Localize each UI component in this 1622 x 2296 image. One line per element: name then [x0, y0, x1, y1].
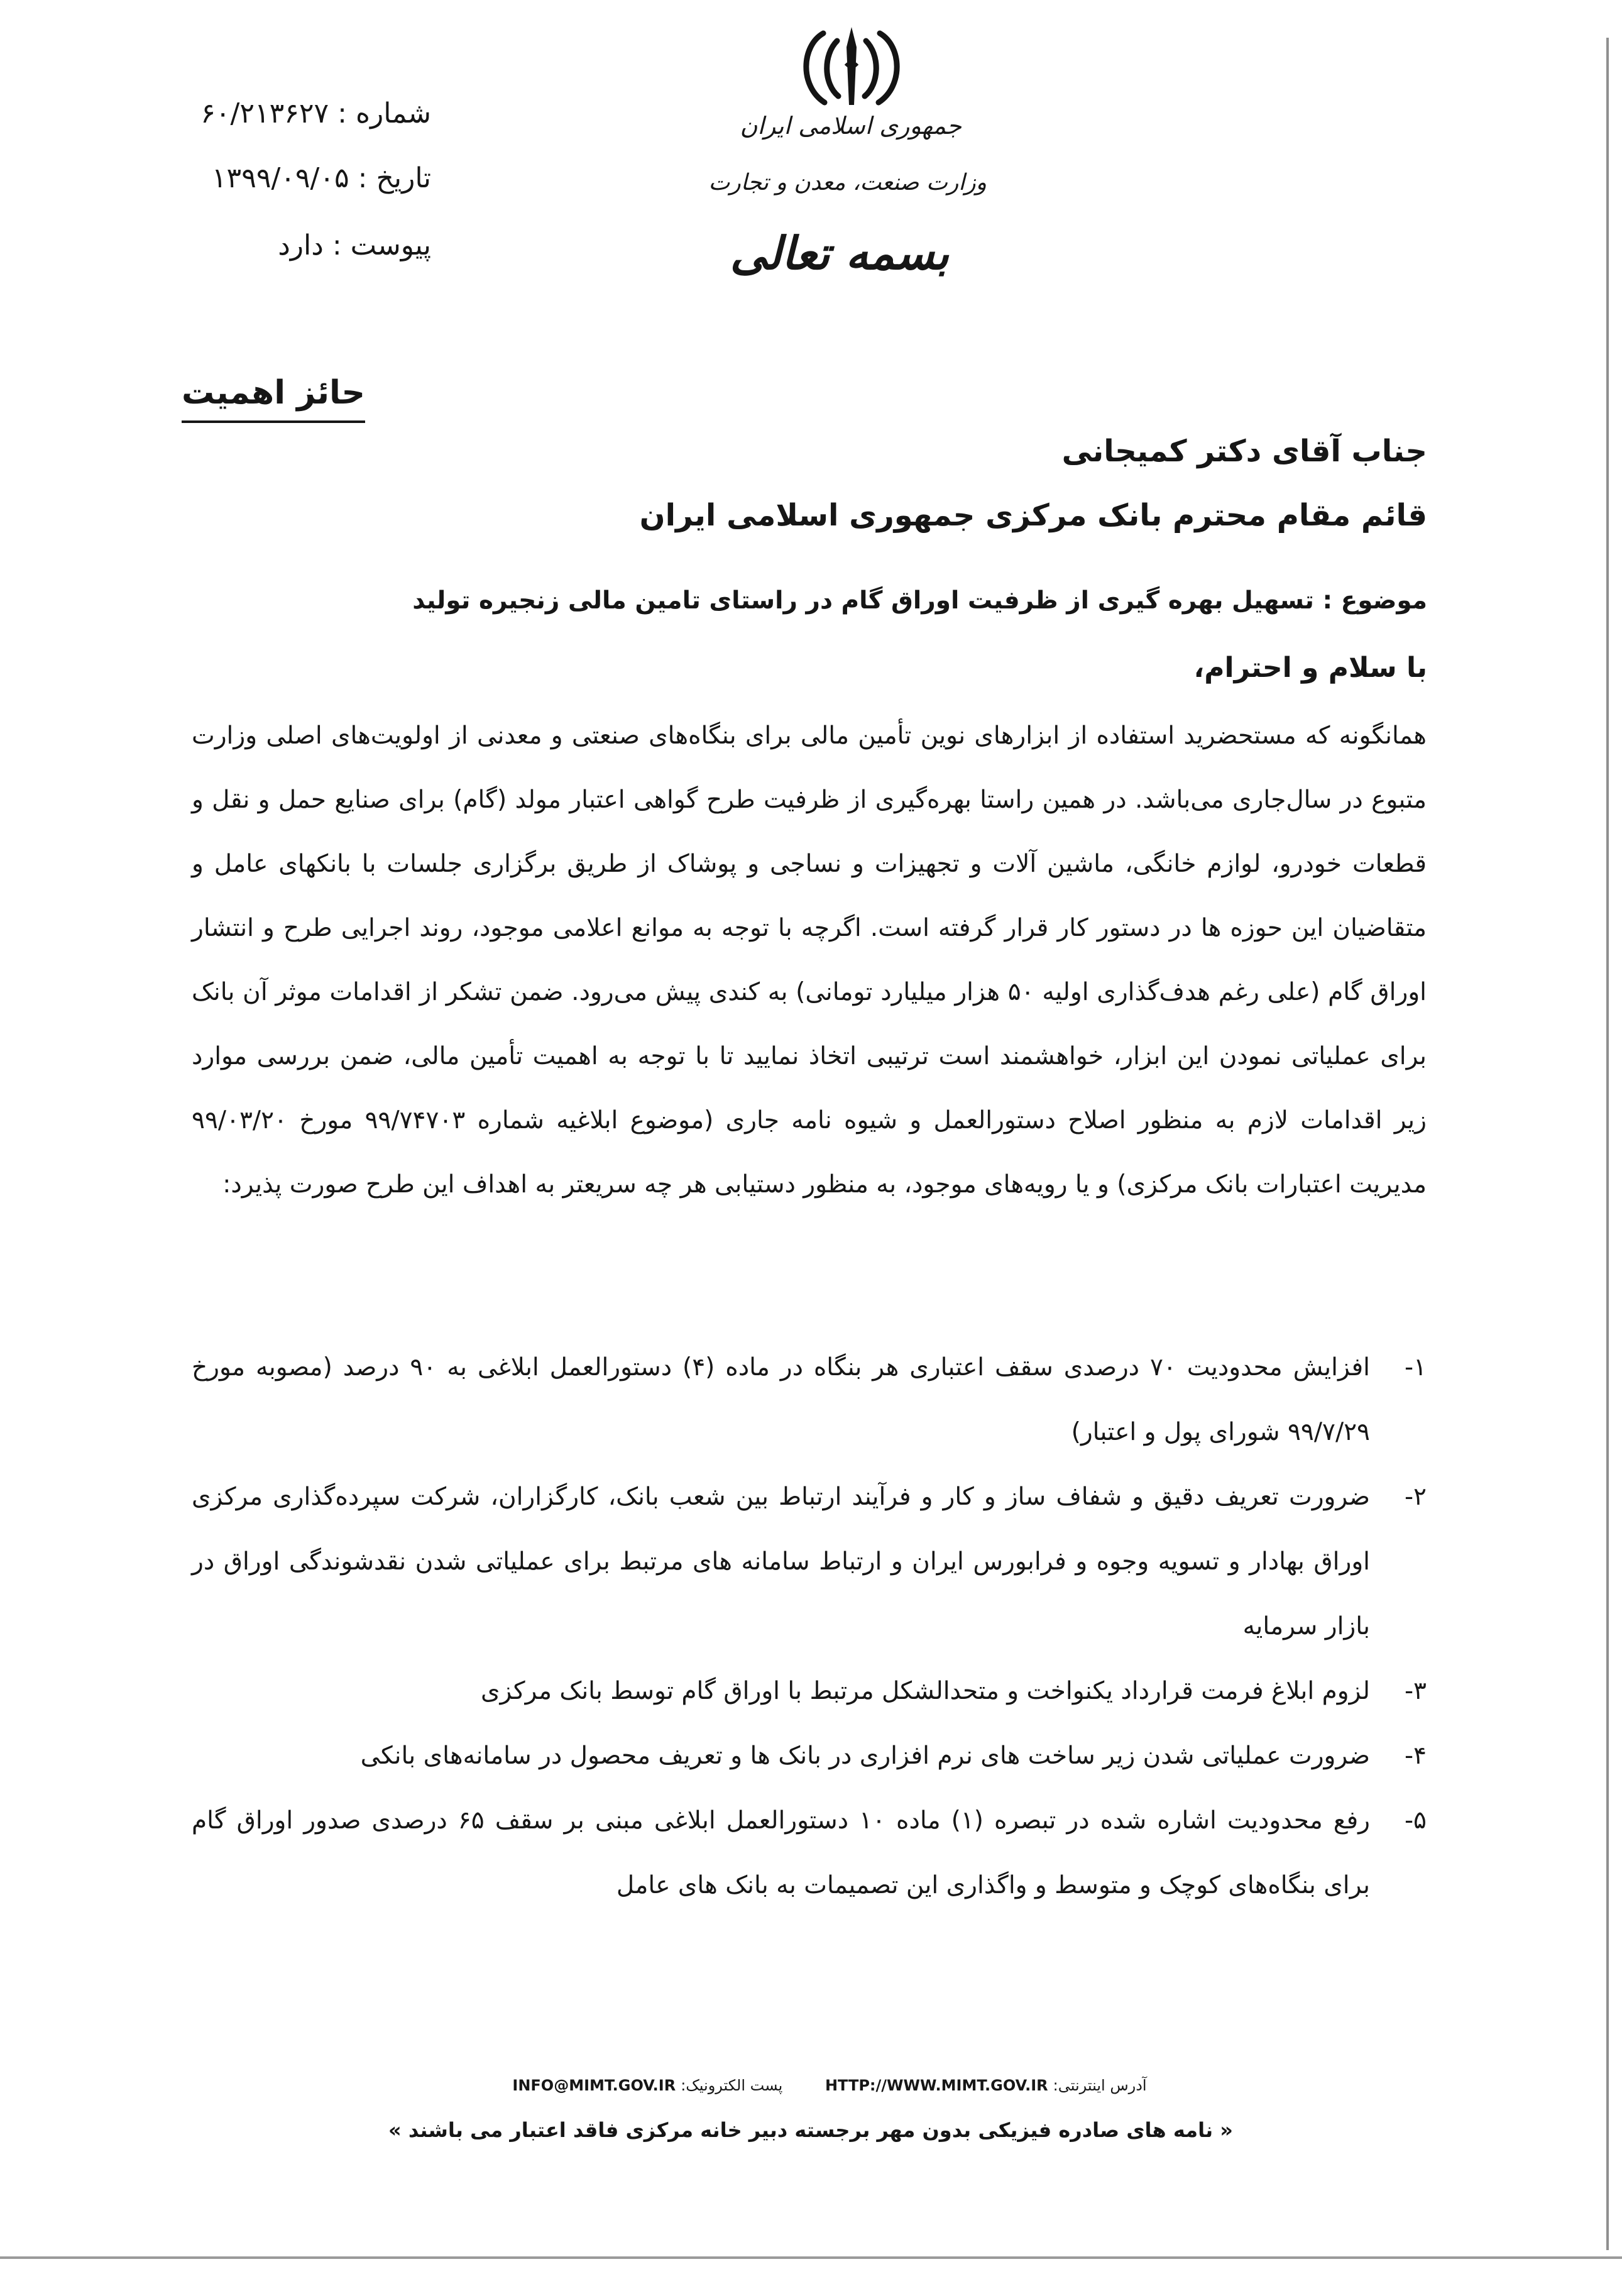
- list-item: [192, 1788, 1427, 1918]
- letter-attachment-value: دارد: [278, 229, 324, 261]
- footer-web-link[interactable]: HTTP://WWW.MIMT.GOV.IR: [825, 2077, 1048, 2094]
- footer-contact: [440, 2077, 1181, 2094]
- list-item-number: ۲-: [1404, 1483, 1427, 1511]
- list-item-text: لزوم ابلاغ فرمت قرارداد یکنواخت و متحدالشکل مرتبط با اوراق گام توسط بانک مرکزی: [481, 1677, 1370, 1705]
- basmala: بسمه تعالی: [730, 226, 949, 280]
- list-item: [192, 1723, 1427, 1788]
- subject-line: [412, 586, 1427, 615]
- footer-email-label: پست الکترونیک:: [681, 2077, 783, 2094]
- letter-number-value: ۶۰/۲۱۳۶۲۷: [200, 97, 329, 129]
- importance-label: حائز اهمیت: [182, 374, 365, 423]
- subject-label: موضوع :: [1322, 586, 1427, 615]
- list-item: [192, 1464, 1427, 1659]
- addressee-name: جناب آقای دکتر کمیجانی: [1061, 434, 1427, 469]
- letter-date-value: ۱۳۹۹/۰۹/۰۵: [211, 162, 349, 194]
- letter-date-label: تاریخ :: [358, 162, 431, 194]
- page-bottom-rule: [0, 2256, 1622, 2259]
- footer-note: « نامه های صادره فیزیکی بدون مهر برجسته دبیر خانه مرکزی فاقد اعتبار می باشند »: [388, 2118, 1233, 2142]
- addressee-title: قائم مقام محترم بانک مرکزی جمهوری اسلامی ایران: [639, 498, 1427, 533]
- iran-emblem-icon: [786, 22, 918, 113]
- emblem-caption-ministry: وزارت صنعت، معدن و تجارت: [708, 170, 987, 195]
- list-item: [192, 1659, 1427, 1723]
- letter-attachment-label: پیوست :: [332, 229, 431, 261]
- list-item-text: ضرورت تعریف دقیق و شفاف ساز و کار و فرآیند ارتباط بین شعب بانک، کارگزاران، شرکت سپرده‌گذاری مرکزی اوراق بهادار و تسویه وجوه و فرابورس ایران و ارتباط سامانه های مرتبط برای عملیاتی شدن نقدشوندگی اوراق در بازار سرمایه: [192, 1483, 1370, 1640]
- letter-date: [212, 162, 431, 194]
- list-item-text: ضرورت عملیاتی شدن زیر ساخت های نرم افزاری در بانک ها و تعریف محصول در سامانه‌های بانکی: [360, 1742, 1370, 1770]
- footer-web-label: آدرس اینترنتی:: [1053, 2077, 1147, 2094]
- list-item-number: ۴-: [1404, 1742, 1427, 1770]
- list-item-number: ۱-: [1404, 1353, 1427, 1381]
- letter-number: [200, 97, 431, 129]
- list-item: [192, 1335, 1427, 1464]
- body-paragraph: همانگونه که مستحضرید استفاده از ابزارهای نوین تأمین مالی برای بنگاه‌های صنعتی و معدنی از اولویت‌های اصلی وزارت متبوع در سال‌جاری می‌باشد. در همین راستا بهره‌گیری از ظرفیت طرح گواهی اعتبار مولد (گام) برای صنایع حمل و نقل و قطعات خودرو، لوازم خانگی، ماشین آلات و تجهیزات و نساجی و پوشاک از طریق برگزاری جلسات با بانکهای عامل و متقاضیان این حوزه ها در دستور کار قرار گرفته است. اگرچه با توجه به موانع اعلامی موجود، روند اجرایی طرح و انتشار اوراق گام (علی رغم هدف‌گذاری اولیه ۵۰ هزار میلیارد تومانی) به کندی پیش می‌رود. ضمن تشکر از اقدامات موثر آن بانک برای عملیاتی نمودن این ابزار، خواهشمند است ترتیبی اتخاذ نمایید تا با توجه به اهمیت تأمین مالی، ضمن بررسی موارد زیر اقدامات لازم به منظور اصلاح دستورالعمل و شیوه نامه جاری (موضوع ابلاغیه شماره ۹۹/۷۴۷۰۳ مورخ ۹۹/۰۳/۲۰ مدیریت اعتبارات بانک مرکزی) و یا رویه‌های موجود، به منظور دستیابی هر چه سریعتر به اهداف این طرح صورت پذیرد:: [192, 722, 1427, 1199]
- letter-number-label: شماره :: [337, 97, 431, 129]
- subject-text: تسهیل بهره گیری از ظرفیت اوراق گام در راستای تامین مالی زنجیره تولید: [412, 586, 1314, 615]
- emblem-caption-republic: جمهوری اسلامی ایران: [740, 112, 962, 140]
- page-edge-rule: [1606, 38, 1609, 2250]
- list-item-text: رفع محدودیت اشاره شده در تبصره (۱) ماده ۱۰ دستورالعمل ابلاغی مبنی بر سقف ۶۵ درصدی صدور اوراق گام برای بنگاه‌های کوچک و متوسط و واگذاری این تصمیمات به بانک های عامل: [192, 1806, 1370, 1899]
- list-item-text: افزایش محدودیت ۷۰ درصدی سقف اعتباری هر بنگاه در ماده (۴) دستورالعمل ابلاغی به ۹۰ درصد (مصوبه مورخ ۹۹/۷/۲۹ شورای پول و اعتبار): [192, 1353, 1370, 1446]
- request-list: [192, 1335, 1427, 1918]
- letter-attachment: [278, 229, 431, 261]
- greeting: با سلام و احترام،: [1193, 652, 1427, 684]
- footer-email-link[interactable]: INFO@MIMT.GOV.IR: [512, 2077, 676, 2094]
- list-item-number: ۳-: [1404, 1677, 1427, 1705]
- list-item-number: ۵-: [1404, 1806, 1427, 1835]
